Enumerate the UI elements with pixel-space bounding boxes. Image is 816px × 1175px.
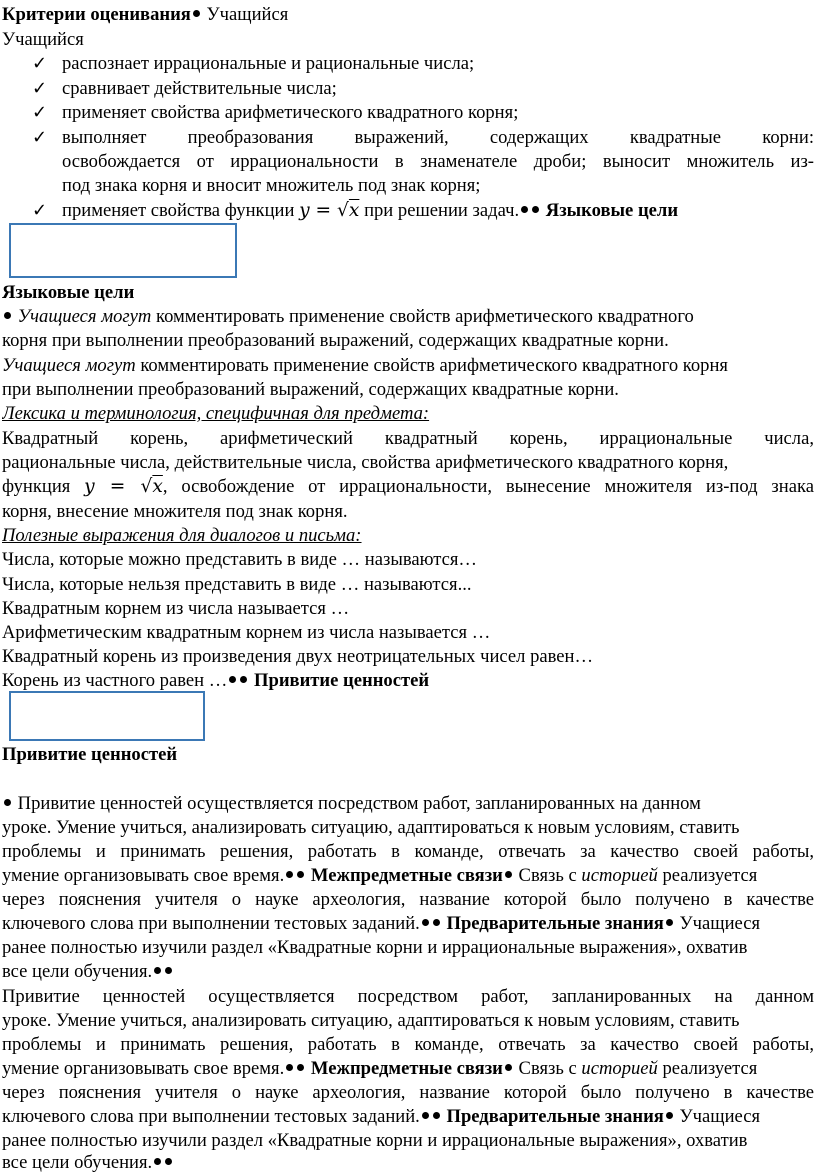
language-p1-line1: Учащиеся могут комментировать применение свойств арифметического квадратного [2,305,814,329]
values-line: проблемы и принимать решения, работать в команде, отвечать за качество своей работы, [2,841,814,862]
phrase-line: Квадратным корнем из числа называется … [2,598,350,619]
values-line: умение организовывать свое время. Межпредметные связи Связь с историей реализуется [2,1058,758,1079]
phrase-line: Квадратный корень из произведения двух неотрицательных чисел равен… [2,646,594,667]
values-heading: Привитие ценностей [2,744,178,765]
bullet-icon [4,799,11,806]
checkmark-icon: ✓ [32,102,48,123]
bullet-icon [165,967,172,974]
criteria-item-function [62,199,814,223]
language-p2-line1: Учащиеся могут комментировать применение свойств арифметического квадратного корня [2,355,728,376]
bullet-icon [505,871,512,878]
language-goals-inline-heading: Языковые цели [545,200,679,221]
criteria-item: применяет свойства арифметического квадратного корня; [62,102,519,123]
checkmark-icon: ✓ [32,53,48,74]
bullet-icon [505,1064,512,1071]
bullet-icon [666,1112,673,1119]
bullet-icon [286,871,293,878]
criteria-item5-text-post: при решении задач. [364,200,520,221]
bullet-icon [193,10,200,17]
phrase-line: Числа, которые можно представить в виде … называются… [2,549,478,570]
bullet-icon [521,206,528,213]
values-inline-heading: Привитие ценностей [254,670,430,691]
values-line: Привитие ценностей осуществляется посредством работ, запланированных на данном [2,986,814,1007]
phrase-line: Арифметическим квадратным корнем из числа называется … [2,622,491,643]
bullet-icon [297,871,304,878]
phrase-line: Числа, которые нельзя представить в виде … называются... [2,574,472,595]
bullet-icon [229,676,236,683]
lexicon-line: корня, внесение множителя под знак корня. [2,501,348,522]
text-box [9,223,237,278]
lexicon-line: Квадратный корень, арифметический квадратный корень, иррациональные числа, [2,428,814,449]
language-p2-line2: при выполнении преобразований выражений, содержащих квадратные корни. [2,379,619,400]
values-line: проблемы и принимать решения, работать в команде, отвечать за качество своей работы, [2,1034,814,1055]
values-line: через пояснения учителя о науке археология, название которой было получено в качестве [2,1082,814,1103]
criteria-heading: Критерии оценивания [2,4,191,25]
checkmark-icon: ✓ [32,200,48,221]
bullet-icon [422,919,429,926]
criteria-item: сравнивает действительные числа; [62,78,337,99]
bullet-icon [154,967,161,974]
language-heading: Языковые цели [2,282,135,303]
lexicon-line: рациональные числа, действительные числа, свойства арифметического квадратного корня, [2,452,729,473]
language-p1-line2: корня при выполнении преобразований выражений, содержащих квадратные корни. [2,330,669,351]
phrases-heading: Полезные выражения для диалогов и письма: [2,525,362,546]
criteria-item-cont: освобождается от иррациональности в знаменателе дроби; выносит множитель из- [62,151,814,172]
criteria-lead: Учащийся [2,29,84,50]
bullet-icon [286,1064,293,1071]
criteria-item: распознает иррациональные и рациональные числа; [62,53,475,74]
values-line: ключевого слова при выполнении тестовых заданий. Предварительные знания Учащиеся [2,913,761,934]
formula-y-sqrt-x: y = √x [299,200,360,221]
bullet-icon [154,1158,161,1165]
values-line: ключевого слова при выполнении тестовых заданий. Предварительные знания Учащиеся [2,1106,761,1127]
bullet-icon [422,1112,429,1119]
values-line-last: все цели обучения. [2,1151,814,1175]
bullet-icon [433,1112,440,1119]
values-line: ранее полностью изучили раздел «Квадратные корни и иррациональные выражения», охватив [2,937,748,958]
criteria-heading-after: Учащийся [206,4,289,25]
bullet-icon [4,312,11,319]
values-line: ранее полностью изучили раздел «Квадратные корни и иррациональные выражения», охватив [2,1130,748,1151]
values-line-last: все цели обучения. [2,960,814,984]
values-line: Привитие ценностей осуществляется посредством работ, запланированных на данном [2,792,814,816]
bullet-icon [532,206,539,213]
bullet-icon [165,1158,172,1165]
criteria-item-cont: под знака корня и вносит множитель под знак корня; [62,175,481,196]
phrase-line-last: Корень из частного равен … Привитие ценностей [2,670,430,691]
checkmark-icon: ✓ [32,127,48,148]
lexicon-line: функция y = √x, освобождение от иррациональности, вынесение множителя из-под знака [2,476,814,497]
criteria-item5-text: применяет свойства функции [62,200,295,221]
text-box [9,691,205,741]
lexicon-heading: Лексика и терминология, специфичная для предмета: [2,403,430,424]
formula-y-sqrt-x: y = √x [84,476,163,497]
criteria-item: выполняет преобразования выражений, содержащих квадратные корни: [62,127,814,148]
bullet-icon [666,919,673,926]
bullet-icon [433,919,440,926]
bullet-icon [240,676,247,683]
values-line: умение организовывать свое время. Межпредметные связи Связь с историей реализуется [2,865,758,886]
values-line: через пояснения учителя о науке археология, название которой было получено в качестве [2,889,814,910]
checkmark-icon: ✓ [32,78,48,99]
criteria-heading-line [2,3,814,27]
values-line: уроке. Умение учиться, анализировать ситуацию, адаптироваться к новым условиям, ставить [2,817,740,838]
values-line: уроке. Умение учиться, анализировать ситуацию, адаптироваться к новым условиям, ставить [2,1010,740,1031]
bullet-icon [297,1064,304,1071]
